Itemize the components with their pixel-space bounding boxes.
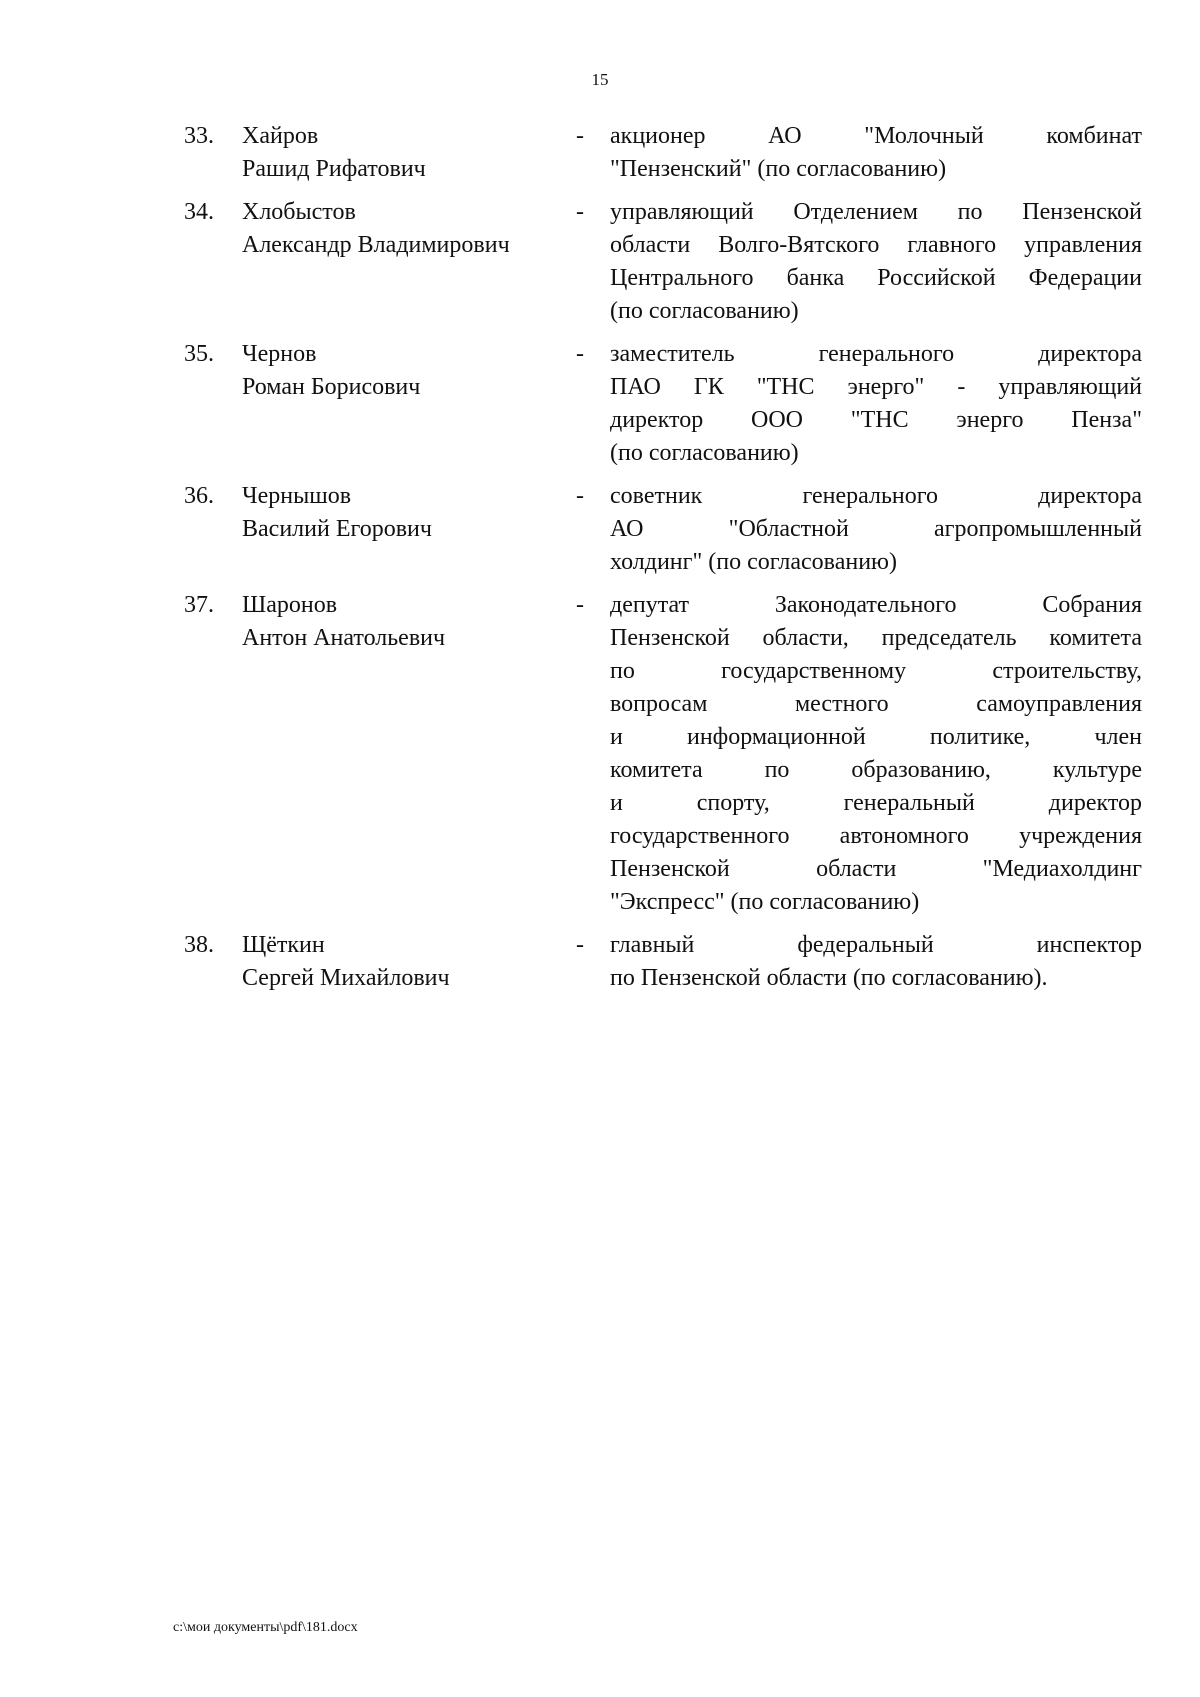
role-line: области Волго-Вятского главного управления <box>610 232 1142 258</box>
entry-number: 37. <box>184 592 214 618</box>
list-item <box>0 589 1200 919</box>
role-line: "Экспресс" (по согласованию) <box>610 889 920 915</box>
member-role <box>610 929 1142 995</box>
list-item <box>0 480 1200 579</box>
role-line: (по согласованию) <box>610 298 799 324</box>
role-line: холдинг" (по согласованию) <box>610 549 897 575</box>
page-number: 15 <box>591 70 609 89</box>
member-role <box>610 589 1142 919</box>
member-given-names: Василий Егорович <box>242 516 432 542</box>
list-item <box>0 120 1200 186</box>
separator-dash: - <box>576 932 584 958</box>
member-role <box>610 196 1142 328</box>
member-name <box>242 480 562 546</box>
role-line: Пензенской области "Медиахолдинг <box>610 856 1142 882</box>
member-list <box>0 120 1200 1005</box>
member-surname: Щёткин <box>242 932 325 958</box>
separator-dash: - <box>576 123 584 149</box>
role-line: управляющий Отделением по Пензенской <box>610 199 1142 225</box>
role-line: Пензенской области, председатель комитета <box>610 625 1142 651</box>
file-path-footer: c:\мои документы\pdf\181.docx <box>173 1620 358 1635</box>
entry-number: 38. <box>184 932 214 958</box>
list-item <box>0 338 1200 470</box>
member-name <box>242 196 562 262</box>
role-line: (по согласованию) <box>610 440 799 466</box>
separator-dash: - <box>576 483 584 509</box>
role-line: главный федеральный инспектор <box>610 932 1142 958</box>
role-line: директор ООО "ТНС энерго Пенза" <box>610 407 1142 433</box>
role-line: советник генерального директора <box>610 483 1142 509</box>
entry-number: 33. <box>184 123 214 149</box>
role-line: ПАО ГК "ТНС энерго" - управляющий <box>610 374 1142 400</box>
separator-dash: - <box>576 199 584 225</box>
member-name <box>242 338 562 404</box>
role-line: АО "Областной агропромышленный <box>610 516 1142 542</box>
role-line: по государственному строительству, <box>610 658 1142 684</box>
separator-dash: - <box>576 341 584 367</box>
separator-dash: - <box>576 592 584 618</box>
member-given-names: Александр Владимирович <box>242 232 510 258</box>
member-surname: Чернов <box>242 341 317 367</box>
member-given-names: Антон Анатольевич <box>242 625 446 651</box>
role-line: Центрального банка Российской Федерации <box>610 265 1142 291</box>
role-line: и информационной политике, член <box>610 724 1142 750</box>
role-line: по Пензенской области (по согласованию). <box>610 965 1048 991</box>
role-line: заместитель генерального директора <box>610 341 1142 367</box>
role-line: и спорту, генеральный директор <box>610 790 1142 816</box>
role-line: вопросам местного самоуправления <box>610 691 1142 717</box>
member-surname: Хайров <box>242 123 319 149</box>
member-given-names: Рашид Рифатович <box>242 156 426 182</box>
entry-number: 35. <box>184 341 214 367</box>
entry-number: 36. <box>184 483 214 509</box>
member-role <box>610 480 1142 579</box>
member-surname: Шаронов <box>242 592 338 618</box>
list-item <box>0 929 1200 995</box>
entry-number: 34. <box>184 199 214 225</box>
role-line: "Пензенский" (по согласованию) <box>610 156 947 182</box>
member-name <box>242 589 562 655</box>
member-role <box>610 120 1142 186</box>
member-role <box>610 338 1142 470</box>
member-given-names: Роман Борисович <box>242 374 421 400</box>
role-line: акционер АО "Молочный комбинат <box>610 123 1142 149</box>
member-name <box>242 120 562 186</box>
member-surname: Хлобыстов <box>242 199 356 225</box>
role-line: депутат Законодательного Собрания <box>610 592 1142 618</box>
member-name <box>242 929 562 995</box>
list-item <box>0 196 1200 328</box>
member-given-names: Сергей Михайлович <box>242 965 450 991</box>
role-line: государственного автономного учреждения <box>610 823 1142 849</box>
role-line: комитета по образованию, культуре <box>610 757 1142 783</box>
member-surname: Чернышов <box>242 483 352 509</box>
